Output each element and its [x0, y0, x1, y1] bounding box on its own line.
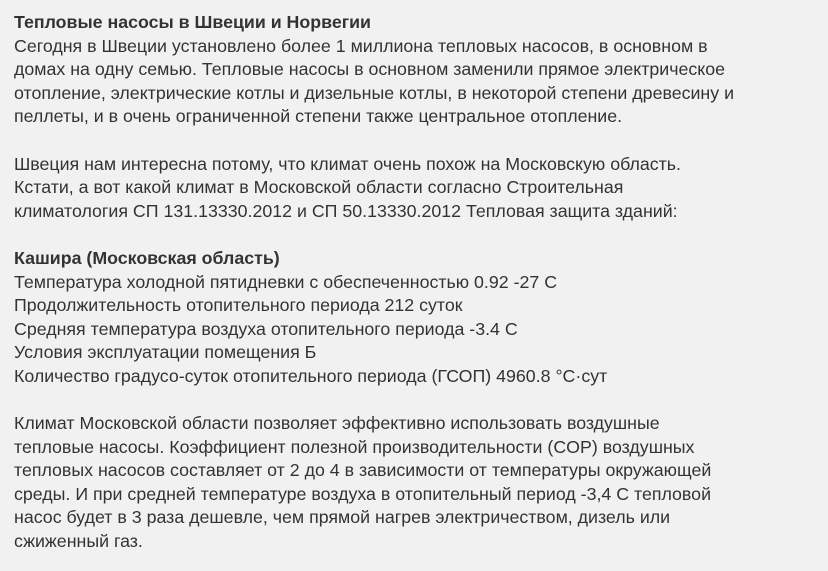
climate-parameter-line: Продолжительность отопительного периода 212 суток: [14, 295, 463, 316]
climate-parameter-line: Количество градусо-суток отопительного периода (ГСОП) 4960.8 °С·сут: [14, 365, 608, 386]
paragraph-line: Кстати, а вот какой климат в Московской области согласно Строительная: [14, 177, 624, 198]
paragraph-line: сжиженный газ.: [14, 531, 143, 552]
paragraph-line: тепловые насосы. Коэффициент полезной производительности (COP) воздушных: [14, 436, 695, 457]
paragraph-line: пеллеты, и в очень ограниченной степени также центральное отопление.: [14, 106, 623, 127]
paragraph-line: Швеция нам интересна потому, что климат очень похож на Московскую область.: [14, 153, 681, 174]
climate-parameter-line: Средняя температура воздуха отопительного периода -3.4 С: [14, 318, 518, 339]
paragraph-line: Сегодня в Швеции установлено более 1 миллиона тепловых насосов, в основном в: [14, 35, 708, 56]
paragraph-line: отопление, электрические котлы и дизельные котлы, в некоторой степени древесину и: [14, 82, 734, 103]
paragraph-line: среды. И при средней температуре воздуха в отопительный период -3,4 С тепловой: [14, 483, 712, 504]
climate-parameter-line: Температура холодной пятидневки с обеспеченностью 0.92 -27 С: [14, 271, 558, 292]
paragraph-spacer: [14, 223, 818, 247]
paragraph-line: насос будет в 3 раза дешевле, чем прямой нагрев электричеством, дизель или: [14, 507, 671, 528]
paragraph-line: домах на одну семью. Тепловые насосы в основном заменили прямое электрическое: [14, 59, 725, 80]
paragraph-line: Климат Московской области позволяет эффективно использовать воздушные: [14, 413, 660, 434]
paragraph-line: климатология СП 131.13330.2012 и СП 50.13330.2012 Тепловая защита зданий:: [14, 200, 678, 221]
climate-parameter-line: Условия эксплуатации помещения Б: [14, 342, 317, 363]
section-title-kashira: Кашира (Московская область): [14, 247, 280, 268]
section-title-heat-pumps-sweden-norway: Тепловые насосы в Швеции и Норвегии: [14, 12, 371, 32]
paragraph-line: тепловых насосов составляет от 2 до 4 в зависимости от температуры окружающей: [14, 460, 712, 481]
paragraph-spacer: [14, 389, 818, 413]
paragraph-spacer: [14, 129, 818, 153]
